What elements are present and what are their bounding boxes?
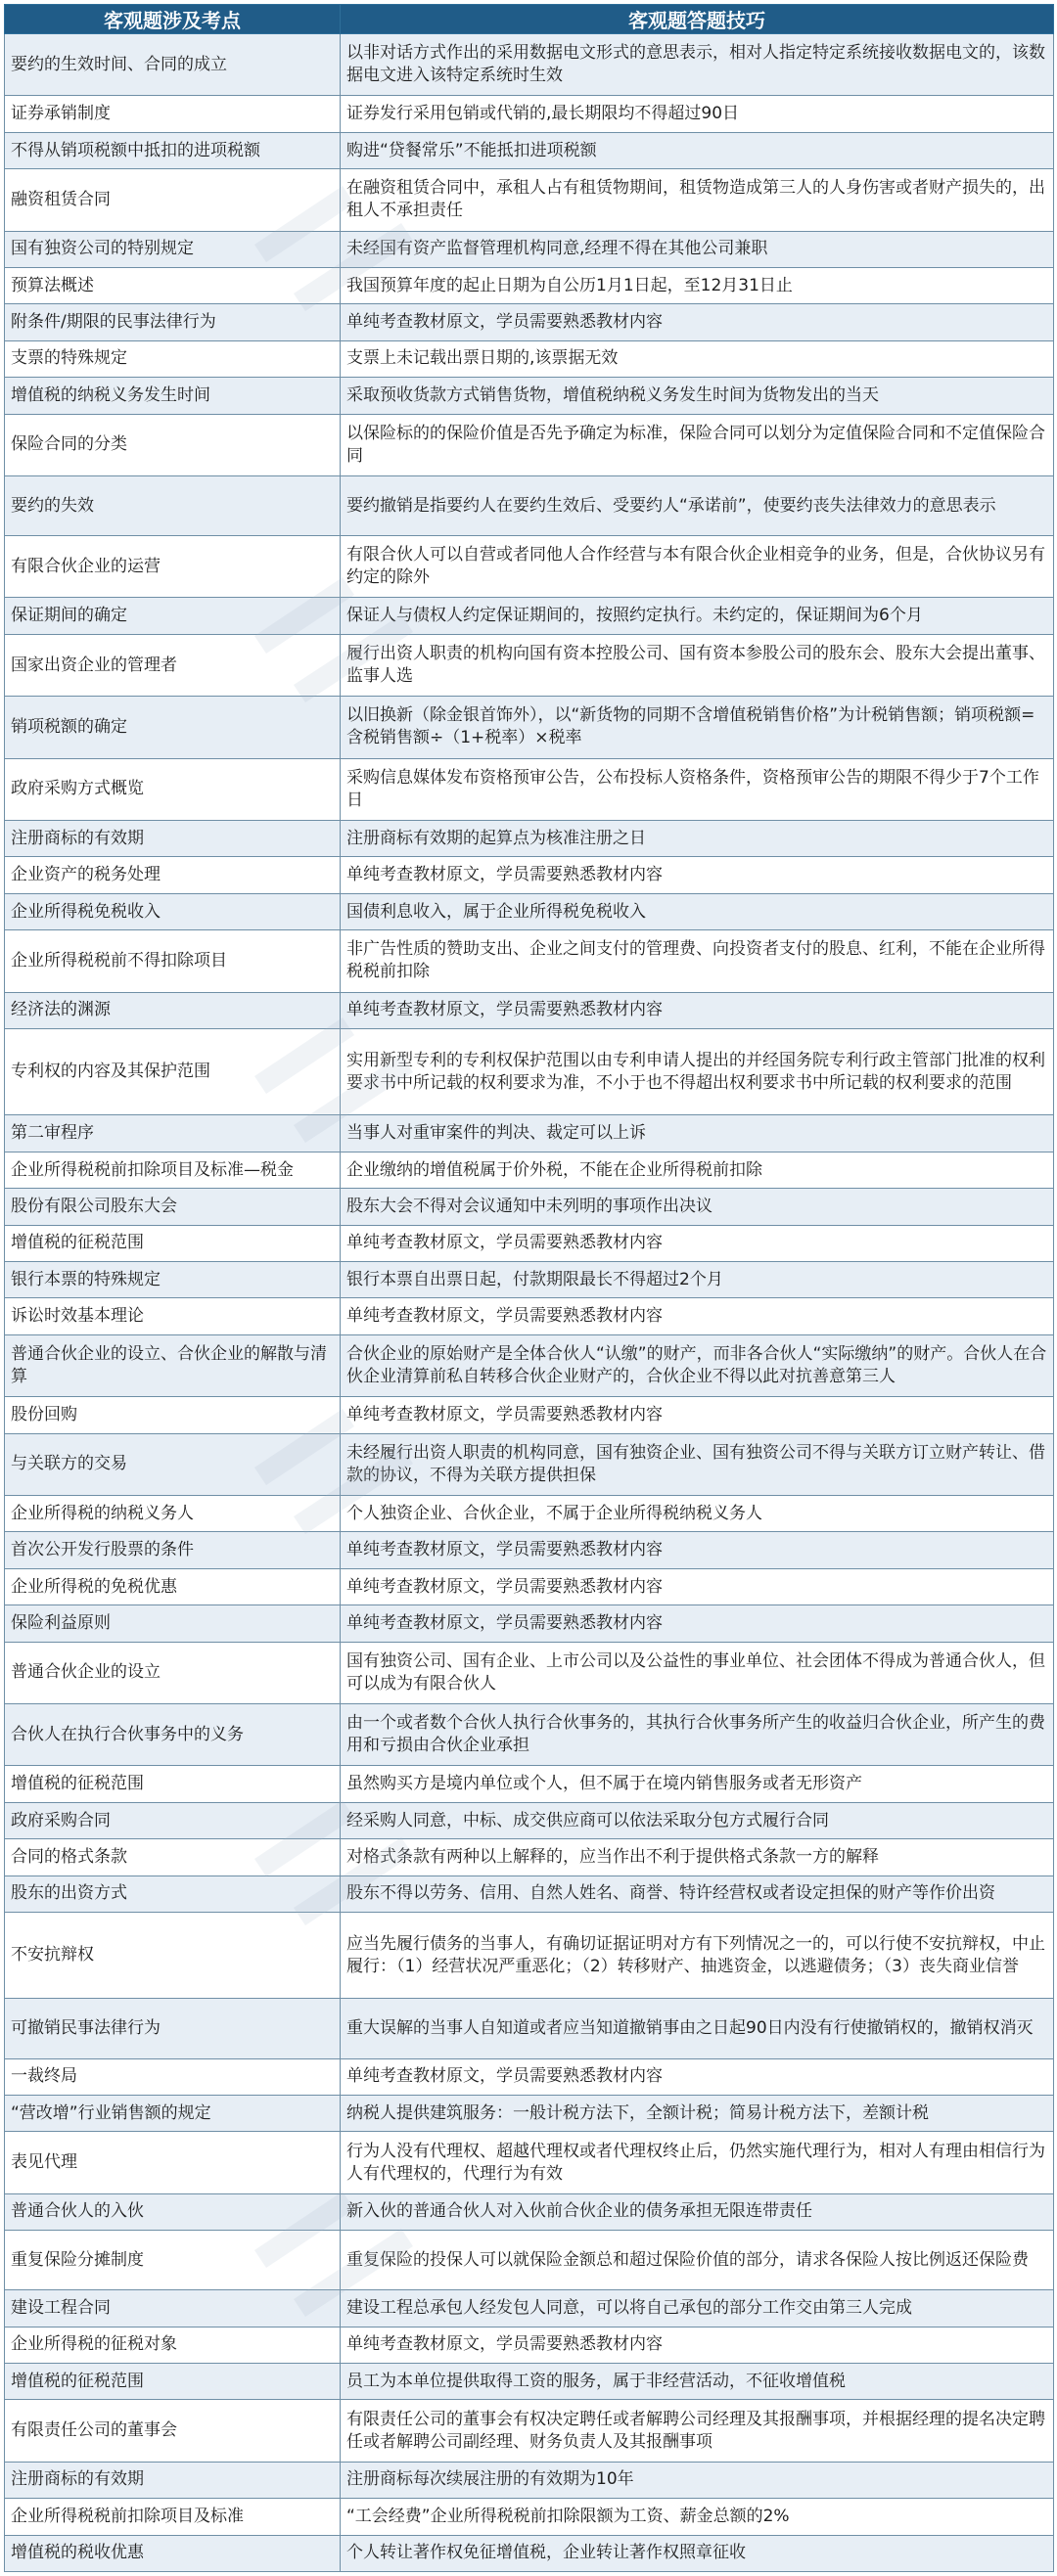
table-row	[5, 697, 1054, 758]
exam-point-cell: 合伙人在执行合伙事务中的义务	[5, 1704, 341, 1766]
answer-tip-cell: 以非对话方式作出的采用数据电文形式的意思表示，相对人指定特定系统接收数据电文的，该数据电文进入该特定系统时生效	[341, 34, 1054, 96]
exam-point-cell: 附条件/期限的民事法律行为	[5, 304, 341, 340]
answer-tip-cell: 重复保险的投保人可以就保险金额总和超过保险价值的部分，请求各保险人按比例返还保险费	[341, 2231, 1054, 2290]
exam-point-cell: 不安抗辩权	[5, 1912, 341, 1998]
answer-tip-cell: 非广告性质的赞助支出、企业之间支付的管理费、向投资者支付的股息、红利，不能在企业所得税税前扣除	[341, 930, 1054, 992]
table-row	[5, 758, 1054, 820]
table-row	[5, 821, 1054, 857]
table-row	[5, 1496, 1054, 1532]
table-row	[5, 231, 1054, 267]
table-row	[5, 2535, 1054, 2571]
answer-tip-cell: 单纯考查教材原文，学员需要熟悉教材内容	[341, 992, 1054, 1028]
table-row	[5, 1839, 1054, 1876]
answer-tip-cell: 支票上未记载出票日期的,该票据无效	[341, 340, 1054, 377]
answer-tip-cell: 国有独资公司、国有企业、上市公司以及公益性的事业单位、社会团体不得成为普通合伙人，但可以成为有限合伙人	[341, 1642, 1054, 1703]
table-row	[5, 2058, 1054, 2095]
answer-tip-cell: 未经履行出资人职责的机构同意，国有独资企业、国有独资公司不得与关联方订立财产转让、借款的协议，不得为关联方提供担保	[341, 1433, 1054, 1495]
answer-tip-cell: 我国预算年度的起止日期为自公历1月1日起，至12月31日止	[341, 267, 1054, 303]
exam-point-cell: 要约的生效时间、合同的成立	[5, 34, 341, 96]
exam-point-cell: 股份有限公司股东大会	[5, 1189, 341, 1225]
table-row	[5, 1029, 1054, 1115]
table-row	[5, 1912, 1054, 1998]
table-row	[5, 2132, 1054, 2193]
exam-point-cell: 企业所得税免税收入	[5, 893, 341, 929]
table-row	[5, 2290, 1054, 2327]
table-row	[5, 1115, 1054, 1152]
table-row	[5, 1334, 1054, 1396]
exam-point-cell: 企业所得税税前扣除项目及标准	[5, 2499, 341, 2535]
answer-tip-cell: 有限合伙人可以自营或者同他人合作经营与本有限合伙企业相竞争的业务，但是，合伙协议另有约定的除外	[341, 536, 1054, 598]
exam-points-table	[4, 4, 1054, 2572]
exam-point-cell: 诉讼时效基本理论	[5, 1298, 341, 1334]
answer-tip-cell: 履行出资人职责的机构向国有资本控股公司、国有资本参股公司的股东会、股东大会提出董事、监事人选	[341, 634, 1054, 696]
exam-point-cell: 首次公开发行股票的条件	[5, 1532, 341, 1568]
exam-point-cell: 增值税的征税范围	[5, 1766, 341, 1802]
table-row	[5, 267, 1054, 303]
answer-tip-cell: 注册商标每次续展注册的有效期为10年	[341, 2462, 1054, 2498]
answer-tip-cell: 个人独资企业、合伙企业，不属于企业所得税纳税义务人	[341, 1496, 1054, 1532]
answer-tip-cell: 以旧换新（除金银首饰外），以“新货物的同期不含增值税销售价格”为计税销售额；销项税额=含税销售额÷（1+税率）×税率	[341, 697, 1054, 758]
exam-point-cell: 保险合同的分类	[5, 414, 341, 475]
answer-tip-cell: 建设工程总承包人经发包人同意，可以将自己承包的部分工作交由第三人完成	[341, 2290, 1054, 2327]
exam-point-cell: 保证期间的确定	[5, 598, 341, 634]
answer-tip-cell: 应当先履行债务的当事人，有确切证据证明对方有下列情况之一的，可以行使不安抗辩权，中止履行：（1）经营状况严重恶化；（2）转移财产、抽逃资金，以逃避债务；（3）丧失商业信誉	[341, 1912, 1054, 1998]
answer-tip-cell: 银行本票自出票日起，付款期限最长不得超过2个月	[341, 1262, 1054, 1298]
exam-point-cell: 经济法的渊源	[5, 992, 341, 1028]
table-row	[5, 2095, 1054, 2131]
table-row	[5, 34, 1054, 96]
table-row	[5, 1605, 1054, 1642]
table-row	[5, 1262, 1054, 1298]
answer-tip-cell: 员工为本单位提供取得工资的服务，属于非经营活动，不征收增值税	[341, 2363, 1054, 2399]
table-row	[5, 536, 1054, 598]
table-row	[5, 2231, 1054, 2290]
answer-tip-cell: 单纯考查教材原文，学员需要熟悉教材内容	[341, 1568, 1054, 1604]
exam-point-cell: 国有独资公司的特别规定	[5, 231, 341, 267]
answer-tip-cell: 行为人没有代理权、超越代理权或者代理权终止后，仍然实施代理行为，相对人有理由相信行为人有代理权的，代理行为有效	[341, 2132, 1054, 2193]
answer-tip-cell: 实用新型专利的专利权保护范围以由专利申请人提出的并经国务院专利行政主管部门批准的权利要求书中所记载的权利要求为准，不小于也不得超出权利要求书中所记载的权利要求的范围	[341, 1029, 1054, 1115]
exam-point-cell: 预算法概述	[5, 267, 341, 303]
table-row	[5, 2193, 1054, 2230]
answer-tip-cell: 单纯考查教材原文，学员需要熟悉教材内容	[341, 1298, 1054, 1334]
answer-tip-cell: 保证人与债权人约定保证期间的，按照约定执行。未约定的，保证期间为6个月	[341, 598, 1054, 634]
answer-tip-cell: 单纯考查教材原文，学员需要熟悉教材内容	[341, 1225, 1054, 1261]
table-row	[5, 1999, 1054, 2058]
exam-point-cell: 融资租赁合同	[5, 169, 341, 231]
answer-tip-cell: 个人转让著作权免征增值税，企业转让著作权照章征收	[341, 2535, 1054, 2571]
answer-tip-cell: 股东不得以劳务、信用、自然人姓名、商誉、特许经营权或者设定担保的财产等作价出资	[341, 1876, 1054, 1912]
exam-point-cell: 政府采购方式概览	[5, 758, 341, 820]
exam-point-cell: 增值税的税收优惠	[5, 2535, 341, 2571]
table-row	[5, 132, 1054, 168]
exam-point-cell: 第二审程序	[5, 1115, 341, 1152]
answer-tip-cell: “工会经费”企业所得税税前扣除限额为工资、薪金总额的2%	[341, 2499, 1054, 2535]
table-row	[5, 1802, 1054, 1838]
exam-point-cell: 重复保险分摊制度	[5, 2231, 341, 2290]
exam-point-cell: 企业所得税的纳税义务人	[5, 1496, 341, 1532]
exam-point-cell: 增值税的纳税义务发生时间	[5, 378, 341, 414]
exam-point-cell: 普通合伙企业的设立	[5, 1642, 341, 1703]
table-row	[5, 857, 1054, 893]
exam-point-cell: 保险利益原则	[5, 1605, 341, 1642]
answer-tip-cell: 合伙企业的原始财产是全体合伙人“认缴”的财产，而非各合伙人“实际缴纳”的财产。合伙人在合伙企业清算前私自转移合伙企业财产的，合伙企业不得以此对抗善意第三人	[341, 1334, 1054, 1396]
table-row	[5, 169, 1054, 231]
table-row	[5, 378, 1054, 414]
answer-tip-cell: 经采购人同意，中标、成交供应商可以依法采取分包方式履行合同	[341, 1802, 1054, 1838]
table-row	[5, 1876, 1054, 1912]
answer-tip-cell: 单纯考查教材原文，学员需要熟悉教材内容	[341, 2058, 1054, 2095]
exam-point-cell: 注册商标的有效期	[5, 2462, 341, 2498]
table-row	[5, 1189, 1054, 1225]
exam-point-cell: 普通合伙人的入伙	[5, 2193, 341, 2230]
header-exam-points: 客观题涉及考点	[5, 5, 341, 34]
answer-tip-cell: 有限责任公司的董事会有权决定聘任或者解聘公司经理及其报酬事项，并根据经理的提名决定聘任或者解聘公司副经理、财务负责人及其报酬事项	[341, 2400, 1054, 2462]
exam-point-cell: 股份回购	[5, 1397, 341, 1433]
answer-tip-cell: 单纯考查教材原文，学员需要熟悉教材内容	[341, 1397, 1054, 1433]
table-row	[5, 930, 1054, 992]
exam-point-cell: 专利权的内容及其保护范围	[5, 1029, 341, 1115]
table-row	[5, 992, 1054, 1028]
exam-point-cell: 国家出资企业的管理者	[5, 634, 341, 696]
answer-tip-cell: 购进“贷餐常乐”不能抵扣进项税额	[341, 132, 1054, 168]
exam-point-cell: 银行本票的特殊规定	[5, 1262, 341, 1298]
exam-point-cell: 支票的特殊规定	[5, 340, 341, 377]
exam-point-cell: 要约的失效	[5, 475, 341, 535]
exam-point-cell: 与关联方的交易	[5, 1433, 341, 1495]
answer-tip-cell: 股东大会不得对会议通知中未列明的事项作出决议	[341, 1189, 1054, 1225]
exam-point-cell: 注册商标的有效期	[5, 821, 341, 857]
answer-tip-cell: 单纯考查教材原文，学员需要熟悉教材内容	[341, 1532, 1054, 1568]
exam-point-cell: 有限责任公司的董事会	[5, 2400, 341, 2462]
table-row	[5, 2400, 1054, 2462]
answer-tip-cell: 虽然购买方是境内单位或个人，但不属于在境内销售服务或者无形资产	[341, 1766, 1054, 1802]
exam-point-cell: 企业所得税的免税优惠	[5, 1568, 341, 1604]
table-row	[5, 1433, 1054, 1495]
exam-point-cell: 可撤销民事法律行为	[5, 1999, 341, 2058]
answer-tip-cell: 单纯考查教材原文，学员需要熟悉教材内容	[341, 1605, 1054, 1642]
exam-point-cell: 普通合伙企业的设立、合伙企业的解散与清算	[5, 1334, 341, 1396]
table-header-row	[5, 5, 1054, 34]
table-row	[5, 414, 1054, 475]
answer-tip-cell: 当事人对重审案件的判决、裁定可以上诉	[341, 1115, 1054, 1152]
table-row	[5, 1704, 1054, 1766]
answer-tip-cell: 企业缴纳的增值税属于价外税，不能在企业所得税前扣除	[341, 1152, 1054, 1188]
table-row	[5, 2363, 1054, 2399]
table-row	[5, 96, 1054, 132]
answer-tip-cell: 纳税人提供建筑服务：一般计税方法下，全额计税；简易计税方法下，差额计税	[341, 2095, 1054, 2131]
exam-point-cell: 表见代理	[5, 2132, 341, 2193]
table-row	[5, 1642, 1054, 1703]
table-row	[5, 2462, 1054, 2498]
answer-tip-cell: 要约撤销是指要约人在要约生效后、受要约人“承诺前”，使要约丧失法律效力的意思表示	[341, 475, 1054, 535]
answer-tip-cell: 采购信息媒体发布资格预审公告，公布投标人资格条件，资格预审公告的期限不得少于7个工作日	[341, 758, 1054, 820]
answer-tip-cell: 证券发行采用包销或代销的,最长期限均不得超过90日	[341, 96, 1054, 132]
exam-point-cell: 销项税额的确定	[5, 697, 341, 758]
answer-tip-cell: 国债利息收入，属于企业所得税免税收入	[341, 893, 1054, 929]
exam-point-cell: 增值税的征税范围	[5, 2363, 341, 2399]
answer-tip-cell: 未经国有资产监督管理机构同意,经理不得在其他公司兼职	[341, 231, 1054, 267]
table-row	[5, 475, 1054, 535]
answer-tip-cell: 重大误解的当事人自知道或者应当知道撤销事由之日起90日内没有行使撤销权的，撤销权消灭	[341, 1999, 1054, 2058]
answer-tip-cell: 在融资租赁合同中，承租人占有租赁物期间，租赁物造成第三人的人身伤害或者财产损失的，出租人不承担责任	[341, 169, 1054, 231]
exam-point-cell: 不得从销项税额中抵扣的进项税额	[5, 132, 341, 168]
exam-point-cell: 企业所得税税前不得扣除项目	[5, 930, 341, 992]
exam-point-cell: 增值税的征税范围	[5, 1225, 341, 1261]
table-row	[5, 2499, 1054, 2535]
exam-point-cell: 一裁终局	[5, 2058, 341, 2095]
table-row	[5, 598, 1054, 634]
table-row	[5, 634, 1054, 696]
exam-point-cell: 股东的出资方式	[5, 1876, 341, 1912]
table-row	[5, 304, 1054, 340]
answer-tip-cell: 对格式条款有两种以上解释的，应当作出不利于提供格式条款一方的解释	[341, 1839, 1054, 1876]
table-row	[5, 340, 1054, 377]
exam-point-cell: 有限合伙企业的运营	[5, 536, 341, 598]
exam-point-cell: 政府采购合同	[5, 1802, 341, 1838]
exam-point-cell: 建设工程合同	[5, 2290, 341, 2327]
table-row	[5, 1225, 1054, 1261]
table-row	[5, 1568, 1054, 1604]
answer-tip-cell: 单纯考查教材原文，学员需要熟悉教材内容	[341, 857, 1054, 893]
header-answer-tips: 客观题答题技巧	[341, 5, 1054, 34]
exam-point-cell: “营改增”行业销售额的规定	[5, 2095, 341, 2131]
exam-point-cell: 企业所得税的征税对象	[5, 2327, 341, 2363]
answer-tip-cell: 注册商标有效期的起算点为核准注册之日	[341, 821, 1054, 857]
answer-tip-cell: 单纯考查教材原文，学员需要熟悉教材内容	[341, 304, 1054, 340]
table-row	[5, 1397, 1054, 1433]
answer-tip-cell: 新入伙的普通合伙人对入伙前合伙企业的债务承担无限连带责任	[341, 2193, 1054, 2230]
table-row	[5, 893, 1054, 929]
exam-point-cell: 企业资产的税务处理	[5, 857, 341, 893]
answer-tip-cell: 由一个或者数个合伙人执行合伙事务的，其执行合伙事务所产生的收益归合伙企业，所产生的费用和亏损由合伙企业承担	[341, 1704, 1054, 1766]
table-row	[5, 1532, 1054, 1568]
exam-point-cell: 合同的格式条款	[5, 1839, 341, 1876]
exam-point-cell: 企业所得税税前扣除项目及标准—税金	[5, 1152, 341, 1188]
table-row	[5, 1298, 1054, 1334]
answer-tip-cell: 以保险标的的保险价值是否先予确定为标准，保险合同可以划分为定值保险合同和不定值保险合同	[341, 414, 1054, 475]
exam-point-cell: 证券承销制度	[5, 96, 341, 132]
table-row	[5, 1152, 1054, 1188]
table-row	[5, 1766, 1054, 1802]
answer-tip-cell: 单纯考查教材原文，学员需要熟悉教材内容	[341, 2327, 1054, 2363]
table-row	[5, 2327, 1054, 2363]
answer-tip-cell: 采取预收货款方式销售货物，增值税纳税义务发生时间为货物发出的当天	[341, 378, 1054, 414]
